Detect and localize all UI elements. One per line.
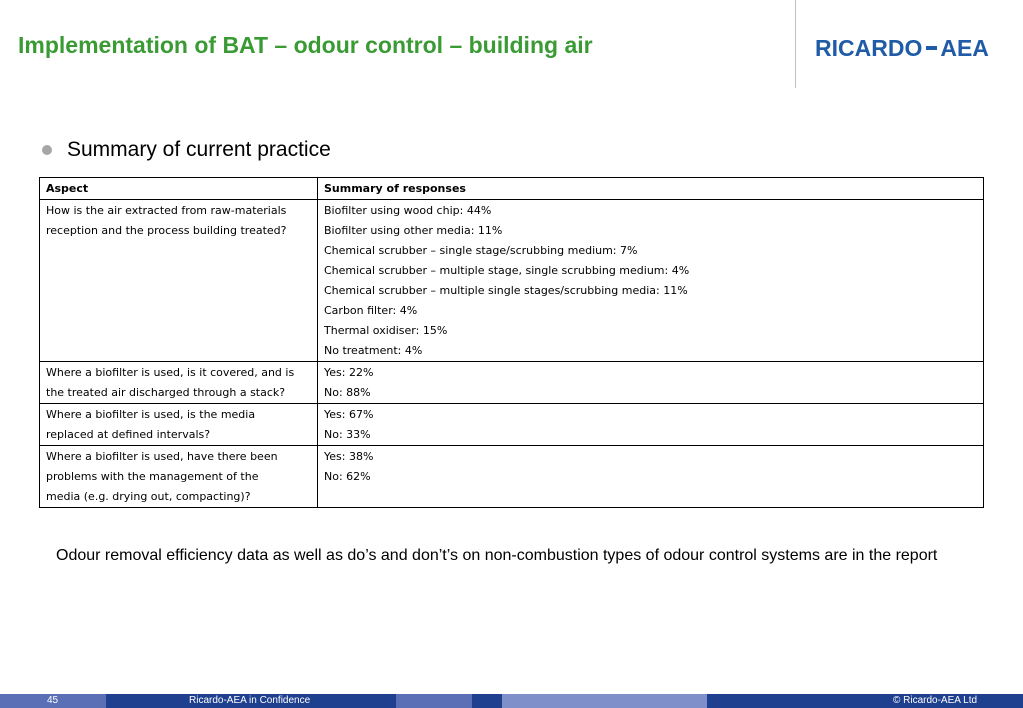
responses-cell xyxy=(318,404,984,446)
footer-segment xyxy=(502,694,707,708)
table-row xyxy=(40,446,984,508)
response-line: Biofilter using wood chip: 44% xyxy=(324,204,492,217)
slide-title: Implementation of BAT – odour control – building air xyxy=(18,32,593,58)
aspect-line: Where a biofilter is used, is it covered, and is xyxy=(46,366,295,379)
responses-cell xyxy=(318,362,984,404)
response-line: Chemical scrubber – single stage/scrubbing medium: 7% xyxy=(324,244,638,257)
table-row xyxy=(40,200,984,362)
aspect-cell xyxy=(40,404,318,446)
response-line: No: 33% xyxy=(324,428,371,441)
logo-text-left: RICARDO xyxy=(815,34,923,61)
footer-bar xyxy=(0,694,1023,708)
ricardo-aea-logo xyxy=(815,34,989,62)
responses-table xyxy=(39,177,984,508)
aspect-cell xyxy=(40,362,318,404)
responses-cell xyxy=(318,446,984,508)
response-line: No treatment: 4% xyxy=(324,344,423,357)
bullet-text: Summary of current practice xyxy=(67,138,331,161)
response-line: Carbon filter: 4% xyxy=(324,304,418,317)
header-aspect: Aspect xyxy=(40,178,318,200)
aspect-line: the treated air discharged through a stack? xyxy=(46,386,286,399)
response-line: Chemical scrubber – multiple stage, single scrubbing medium: 4% xyxy=(324,264,690,277)
header-divider xyxy=(795,0,796,88)
table-row xyxy=(40,362,984,404)
copyright-label: © Ricardo-AEA Ltd xyxy=(893,695,978,706)
aspect-line: Where a biofilter is used, have there been xyxy=(46,450,278,463)
report-note: Odour removal efficiency data as well as do’s and don’t’s on non-combustion types of odour control systems are in the report xyxy=(56,547,938,564)
response-line: Yes: 38% xyxy=(324,450,374,463)
aspect-line: replaced at defined intervals? xyxy=(46,428,211,441)
logo-text-right: AEA xyxy=(940,34,989,61)
responses-cell xyxy=(318,200,984,362)
footer-segment xyxy=(396,694,472,708)
aspect-cell xyxy=(40,200,318,362)
table-header-row xyxy=(40,178,984,200)
aspect-line: media (e.g. drying out, compacting)? xyxy=(46,490,251,503)
aspect-line: problems with the management of the xyxy=(46,470,259,483)
response-line: Chemical scrubber – multiple single stages/scrubbing media: 11% xyxy=(324,284,688,297)
response-line: Yes: 67% xyxy=(324,408,374,421)
response-line: No: 62% xyxy=(324,470,371,483)
table-row xyxy=(40,404,984,446)
confidentiality-label: Ricardo-AEA in Confidence xyxy=(189,695,311,706)
bullet-item xyxy=(42,138,331,162)
header-summary: Summary of responses xyxy=(318,178,984,200)
response-line: Biofilter using other media: 11% xyxy=(324,224,503,237)
aspect-line: Where a biofilter is used, is the media xyxy=(46,408,256,421)
footer-segment xyxy=(472,694,502,708)
response-line: Yes: 22% xyxy=(324,366,374,379)
aspect-cell xyxy=(40,446,318,508)
page-number: 45 xyxy=(47,695,59,706)
response-line: No: 88% xyxy=(324,386,371,399)
aspect-line: How is the air extracted from raw-materials xyxy=(46,204,287,217)
response-line: Thermal oxidiser: 15% xyxy=(324,324,448,337)
bullet-icon xyxy=(42,145,52,155)
logo-dash xyxy=(926,46,937,50)
aspect-line: reception and the process building treated? xyxy=(46,224,287,237)
